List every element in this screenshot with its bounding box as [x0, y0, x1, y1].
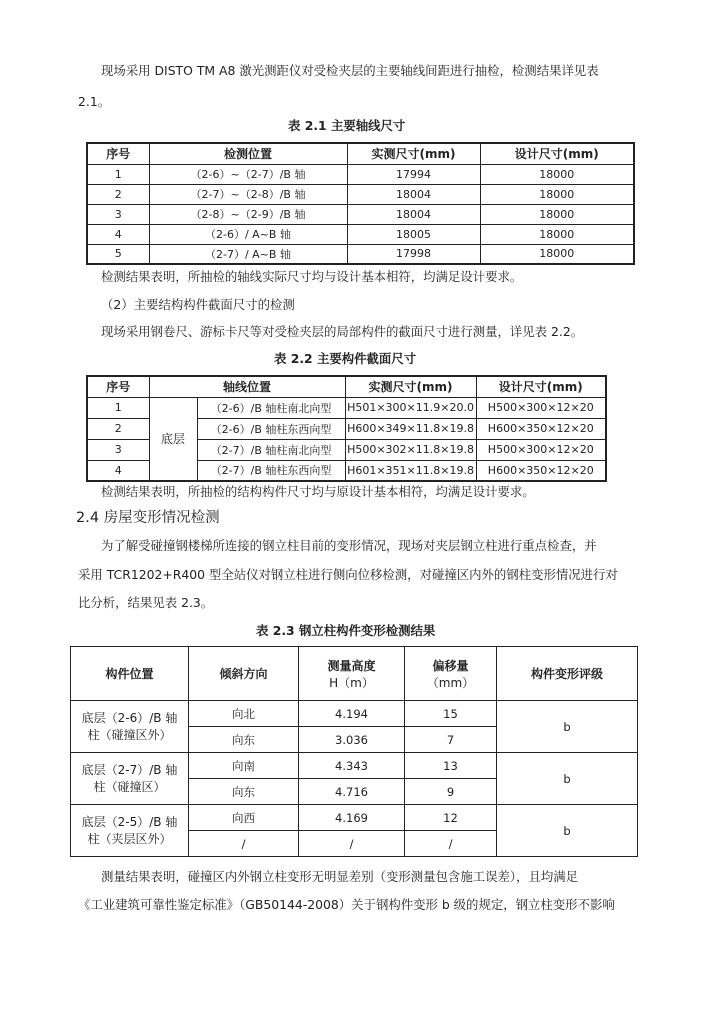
table-cell: 7 — [405, 727, 497, 753]
table-cell: H500×300×12×20 — [476, 397, 606, 418]
table-cell: 向北 — [189, 701, 299, 727]
table-2-1-caption: 表 2.1 主要轴线尺寸 — [288, 118, 406, 133]
table-cell: 4.343 — [299, 753, 405, 779]
table-2-2-header-axis: 轴线位置 — [149, 376, 345, 397]
table-2-2 — [86, 375, 607, 482]
table-cell: H500×300×12×20 — [476, 439, 606, 460]
table-cell: 向东 — [189, 727, 299, 753]
table-2-2-header-design: 设计尺寸(mm) — [476, 376, 606, 397]
section-2-heading: （2）主要结构构件截面尺寸的检测 — [101, 297, 295, 312]
table-cell: 3.036 — [299, 727, 405, 753]
table-cell: 1 — [87, 164, 149, 184]
table-cell: （2-6）/B 轴柱东西向型 — [197, 418, 345, 439]
table-cell: 5 — [87, 244, 149, 264]
table-2-1-header-measured: 实测尺寸(mm) — [347, 143, 480, 164]
table-cell: 15 — [405, 701, 497, 727]
table-cell: 18000 — [480, 244, 634, 264]
table-cell: （2-6）/ A~B 轴 — [149, 224, 347, 244]
table-cell: 4.716 — [299, 779, 405, 805]
table-cell: 18000 — [480, 184, 634, 204]
table-cell: 13 — [405, 753, 497, 779]
table-cell: 12 — [405, 805, 497, 831]
table-cell: 18004 — [347, 184, 480, 204]
table-cell: 18000 — [480, 224, 634, 244]
table-cell: （2-6）~（2-7）/B 轴 — [149, 164, 347, 184]
table-cell: 17998 — [347, 244, 480, 264]
table-cell: 3 — [87, 439, 149, 460]
intro-line-1: 现场采用 DISTO TM A8 激光测距仪对受检夹层的主要轴线间距进行抽检，检测结果详见表 — [101, 63, 599, 78]
table-cell: （2-8）~（2-9）/B 轴 — [149, 204, 347, 224]
table-cell: H500×302×11.8×19.8 — [345, 439, 476, 460]
table-cell-location: 底层（2-7）/B 轴柱（碰撞区） — [71, 753, 189, 805]
table-cell: / — [189, 831, 299, 857]
section-2-text: 现场采用钢卷尺、游标卡尺等对受检夹层的局部构件的截面尺寸进行测量，详见表 2.2。 — [101, 324, 584, 339]
section-2-4-line-2: 采用 TCR1202+R400 型全站仪对钢立柱进行侧向位移检测，对碰撞区内外的钢柱变形情况进行对 — [78, 567, 618, 582]
table-2-2-caption: 表 2.2 主要构件截面尺寸 — [274, 351, 417, 366]
conclusion-2-2: 检测结果表明，所抽检的结构构件尺寸均与原设计基本相符，均满足设计要求。 — [101, 484, 535, 499]
table-2-1-header-design: 设计尺寸(mm) — [480, 143, 634, 164]
table-cell: 4 — [87, 460, 149, 481]
table-cell: 18004 — [347, 204, 480, 224]
table-cell: 9 — [405, 779, 497, 805]
table-2-3-caption: 表 2.3 钢立柱构件变形检测结果 — [256, 623, 436, 638]
table-2-2-header-measured: 实测尺寸(mm) — [345, 376, 476, 397]
section-2-4-heading: 2.4 房屋变形情况检测 — [76, 510, 220, 526]
header-height-line-1: 测量高度 — [327, 658, 376, 673]
table-cell: 2 — [87, 418, 149, 439]
conclusion-2-3-line-2: 《工业建筑可靠性鉴定标准》（GB50144-2008）关于钢构件变形 b 级的规定，钢立柱变形不影响 — [78, 897, 615, 912]
table-cell: 18000 — [480, 164, 634, 184]
table-cell: H600×350×12×20 — [476, 460, 606, 481]
table-cell: 17994 — [347, 164, 480, 184]
header-offset-line-2: （mm） — [426, 675, 475, 690]
table-cell-grade: b — [497, 701, 638, 753]
table-2-3-header-location: 构件位置 — [71, 647, 189, 701]
table-cell: 4.169 — [299, 805, 405, 831]
table-2-1-header-index: 序号 — [87, 143, 149, 164]
conclusion-2-3-line-1: 测量结果表明，碰撞区内外钢立柱变形无明显差别（变形测量包含施工误差），且均满足 — [101, 869, 579, 884]
header-offset-line-1: 偏移量 — [432, 658, 469, 673]
table-cell: 向东 — [189, 779, 299, 805]
table-cell: （2-7）~（2-8）/B 轴 — [149, 184, 347, 204]
table-row — [87, 184, 634, 204]
table-row — [87, 244, 634, 264]
table-row — [87, 204, 634, 224]
intro-line-2: 2.1。 — [78, 94, 111, 109]
table-2-3-header-direction: 倾斜方向 — [189, 647, 299, 701]
table-2-3-header-grade: 构件变形评级 — [497, 647, 638, 701]
table-cell-grade: b — [497, 753, 638, 805]
conclusion-2-1: 检测结果表明，所抽检的轴线实际尺寸均与设计基本相符，均满足设计要求。 — [101, 269, 523, 284]
table-cell: 2 — [87, 184, 149, 204]
section-2-4-line-3: 比分析，结果见表 2.3。 — [78, 595, 214, 610]
table-2-1 — [86, 142, 635, 265]
table-2-2-header-index: 序号 — [87, 376, 149, 397]
table-cell: / — [405, 831, 497, 857]
table-cell: （2-7）/ A~B 轴 — [149, 244, 347, 264]
table-cell: 3 — [87, 204, 149, 224]
table-cell-floor: 底层 — [149, 397, 197, 481]
table-cell: 4.194 — [299, 701, 405, 727]
table-cell: （2-6）/B 轴柱南北向型 — [197, 397, 345, 418]
table-row — [87, 164, 634, 184]
table-cell: 18000 — [480, 204, 634, 224]
table-cell-location: 底层（2-5）/B 轴柱（夹层区外） — [71, 805, 189, 857]
table-cell: H501×300×11.9×20.0 — [345, 397, 476, 418]
table-2-3-header-height — [299, 647, 405, 701]
section-2-4-line-1: 为了解受碰撞钢楼梯所连接的钢立柱目前的变形情况，现场对夹层钢立柱进行重点检查，并 — [101, 538, 597, 553]
table-cell: H601×351×11.8×19.8 — [345, 460, 476, 481]
table-row — [71, 701, 638, 727]
table-2-3-header-offset — [405, 647, 497, 701]
table-cell-grade: b — [497, 805, 638, 857]
table-cell: / — [299, 831, 405, 857]
table-2-3 — [70, 646, 638, 857]
table-row — [87, 224, 634, 244]
table-cell: （2-7）/B 轴柱东西向型 — [197, 460, 345, 481]
table-cell-location: 底层（2-6）/B 轴柱（碰撞区外） — [71, 701, 189, 753]
table-row — [87, 397, 606, 418]
table-2-1-header-location: 检测位置 — [149, 143, 347, 164]
table-row — [71, 753, 638, 779]
table-row — [71, 805, 638, 831]
table-cell: 4 — [87, 224, 149, 244]
table-cell: 向南 — [189, 753, 299, 779]
table-cell: 1 — [87, 397, 149, 418]
table-cell: 向西 — [189, 805, 299, 831]
table-cell: （2-7）/B 轴柱南北向型 — [197, 439, 345, 460]
table-cell: H600×349×11.8×19.8 — [345, 418, 476, 439]
table-cell: H600×350×12×20 — [476, 418, 606, 439]
header-height-line-2: H（m） — [329, 675, 374, 690]
table-cell: 18005 — [347, 224, 480, 244]
